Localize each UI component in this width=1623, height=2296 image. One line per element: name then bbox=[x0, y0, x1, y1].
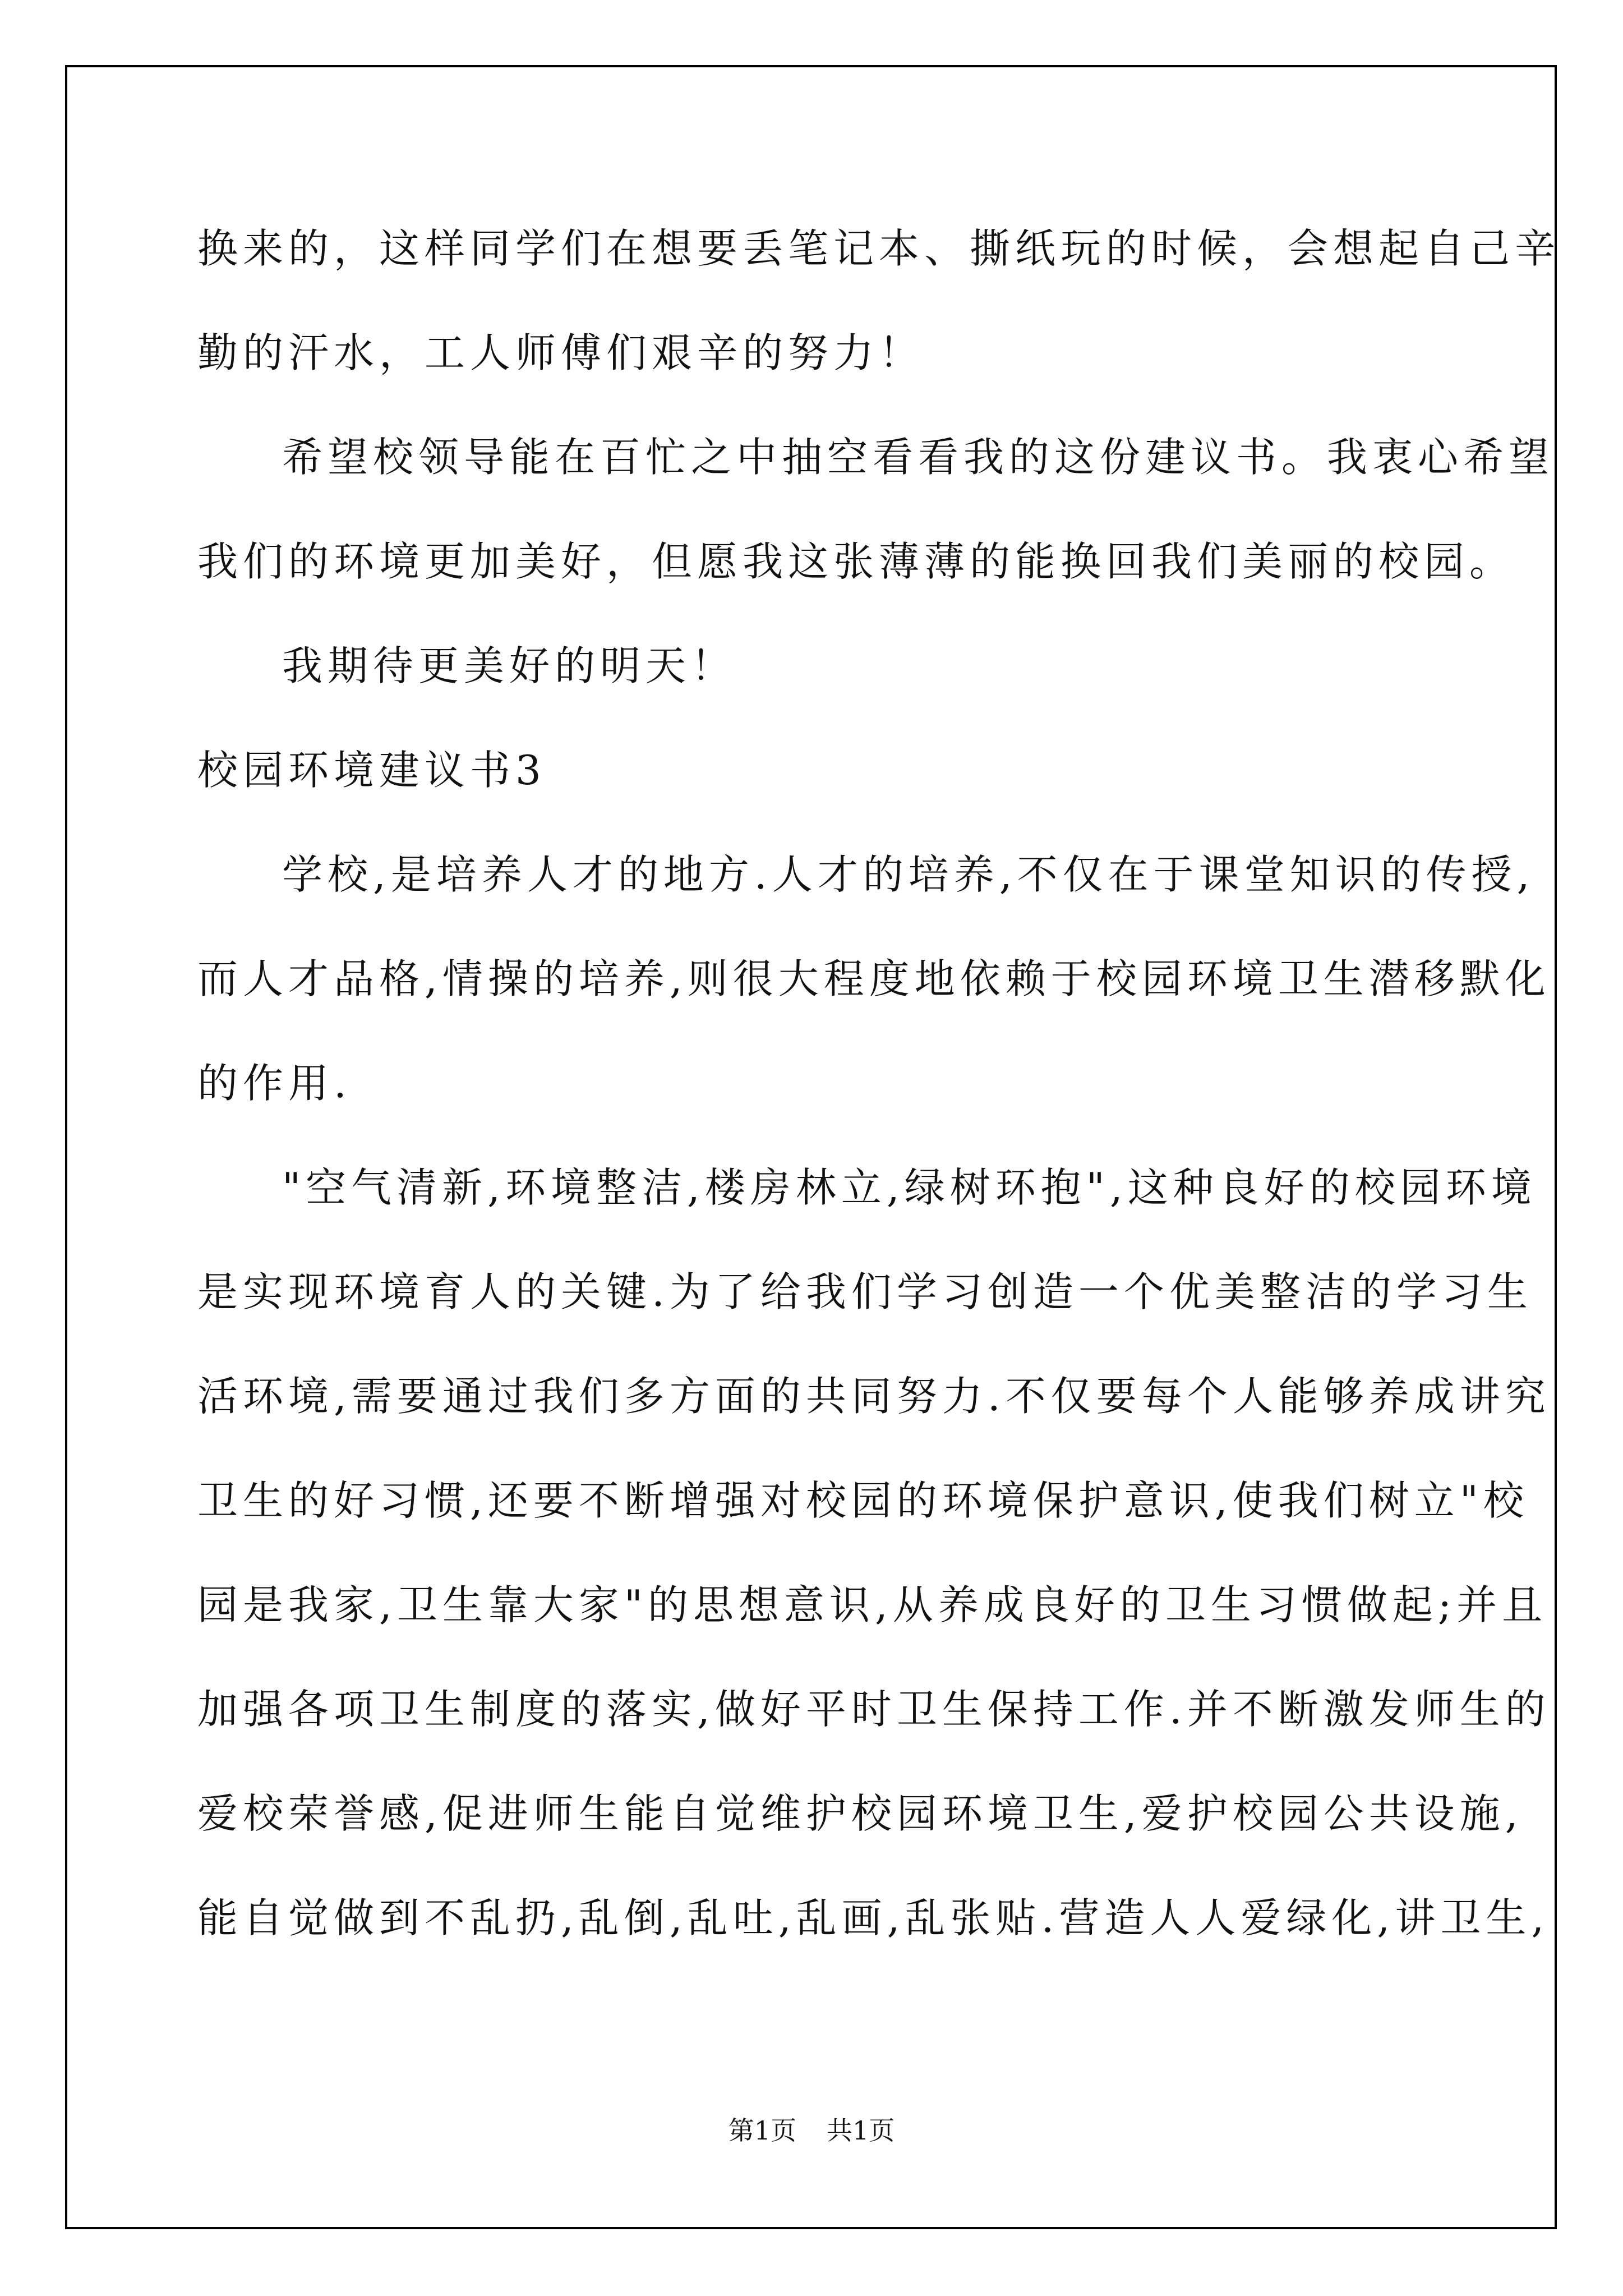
text-line-12: 活环境,需要通过我们多方面的共同努力.不仅要每个人能够养成讲究 bbox=[197, 1373, 1551, 1420]
text-line-4: 我们的环境更加美好，但愿我这张薄薄的能换回我们美丽的校园。 bbox=[197, 538, 1515, 585]
text-line-7: 学校,是培养人才的地方.人才的培养,不仅在于课堂知识的传授, bbox=[282, 851, 1535, 898]
text-line-2: 勤的汗水，工人师傅们艰辛的努力！ bbox=[197, 329, 925, 376]
text-line-3: 希望校领导能在百忙之中抽空看看我的这份建议书。我衷心希望 bbox=[282, 434, 1555, 481]
text-line-14: 园是我家,卫生靠大家"的思想意识,从养成良好的卫生习惯做起;并且 bbox=[197, 1581, 1548, 1628]
text-line-15: 加强各项卫生制度的落实,做好平时卫生保持工作.并不断激发师生的 bbox=[197, 1686, 1551, 1733]
text-line-11: 是实现环境育人的关键.为了给我们学习创造一个优美整洁的学习生 bbox=[197, 1268, 1533, 1315]
page-footer bbox=[0, 2110, 1623, 2147]
text-line-5: 我期待更美好的明天！ bbox=[282, 642, 737, 689]
page-number-total: 共1页 bbox=[827, 2115, 895, 2146]
text-line-1: 换来的，这样同学们在想要丢笔记本、撕纸玩的时候，会想起自己辛 bbox=[197, 225, 1561, 272]
text-line-10: "空气清新,环境整洁,楼房林立,绿树环抱",这种良好的校园环境 bbox=[282, 1164, 1537, 1211]
text-line-8: 而人才品格,情操的培养,则很大程度地依赖于校园环境卫生潜移默化 bbox=[197, 955, 1551, 1002]
text-line-9: 的作用. bbox=[197, 1060, 352, 1107]
text-line-16: 爱校荣誉感,促进师生能自觉维护校园环境卫生,爱护校园公共设施, bbox=[197, 1790, 1523, 1837]
text-line-13: 卫生的好习惯,还要不断增强对校园的环境保护意识,使我们树立"校 bbox=[197, 1477, 1529, 1524]
page-number-current: 第1页 bbox=[728, 2115, 796, 2146]
document-body bbox=[197, 209, 1561, 1982]
section-heading: 校园环境建议书3 bbox=[197, 747, 546, 794]
text-line-17: 能自觉做到不乱扔,乱倒,乱吐,乱画,乱张贴.营造人人爱绿化,讲卫生, bbox=[197, 1894, 1550, 1941]
